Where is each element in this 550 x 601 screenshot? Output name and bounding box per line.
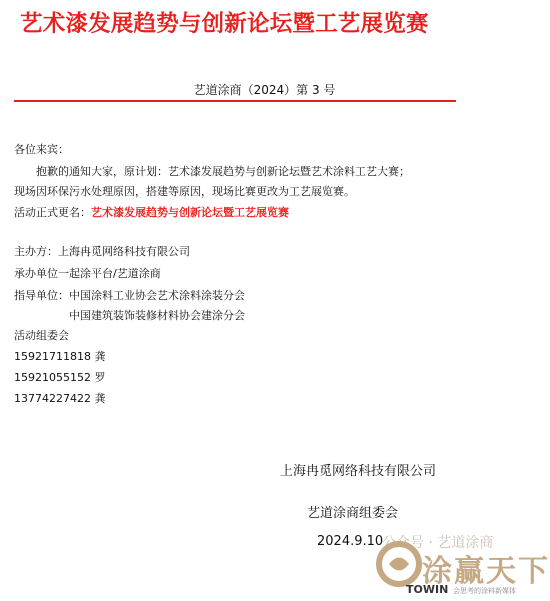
- guide-line: [14, 287, 245, 303]
- guide-label: 指导单位：: [14, 289, 69, 302]
- guide-unit-1: 中国涂料工业协会艺术涂料涂装分会: [69, 289, 245, 302]
- body-line-1: 抱歉的通知大家，原计划：艺术漆发展趋势与创新论坛暨艺术涂料工艺大赛；: [36, 165, 410, 178]
- signature-date: 2024.9.10: [317, 534, 384, 549]
- watermark-tagline: 会思考的涂料新媒体: [453, 587, 516, 595]
- rename-prefix: 活动正式更名：: [14, 206, 91, 219]
- co-host-line: 承办单位一起涂平台/艺道涂商: [14, 267, 161, 280]
- watermark-brand: 涂赢天下: [422, 554, 550, 589]
- red-divider: [14, 100, 456, 102]
- contact-2: 15921055152 罗: [14, 371, 106, 384]
- contact-3: 13774227422 龚: [14, 392, 106, 405]
- host-line: 主办方：上海冉觅网络科技有限公司: [14, 245, 190, 258]
- document-title: 艺术漆发展趋势与创新论坛暨工艺展览赛: [20, 11, 429, 37]
- guide-unit-2: 中国建筑装饰装修材料协会建涂分会: [69, 309, 245, 322]
- rename-event-name: 艺术漆发展趋势与创新论坛暨工艺展览赛: [91, 206, 289, 219]
- signature-company: 上海冉觅网络科技有限公司: [280, 464, 437, 479]
- signature-committee: 艺道涂商组委会: [307, 506, 399, 521]
- document-number: 艺道涂商（2024）第 3 号: [193, 83, 336, 97]
- rename-line: [14, 204, 289, 220]
- greeting: 各位来宾：: [14, 143, 69, 156]
- watermark-sub: TOWIN: [406, 583, 449, 596]
- body-line-2: 现场因环保污水处理原因，搭建等原因，现场比赛更改为工艺展览赛。: [14, 185, 355, 198]
- contact-1: 15921711818 龚: [14, 350, 106, 363]
- committee-title: 活动组委会: [14, 329, 69, 342]
- watermark-logo-icon: [374, 539, 424, 589]
- watermark-account: 公众号 · 艺道涂商: [382, 535, 494, 551]
